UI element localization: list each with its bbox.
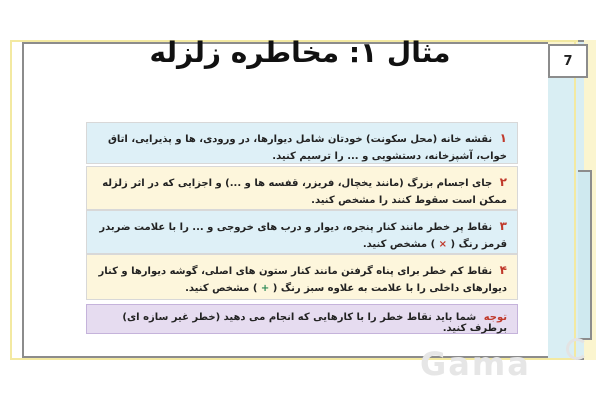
right-blue-band — [578, 170, 592, 340]
list-item-2 — [86, 166, 518, 210]
note-box — [86, 304, 518, 334]
list-item-4 — [86, 254, 518, 300]
item-text-after: ) مشخص کنید. — [362, 239, 436, 250]
red-cross-mark: × — [438, 239, 448, 250]
item-number: ۳ — [499, 219, 507, 233]
item-number: ۱ — [499, 131, 507, 145]
item-number: ۲ — [499, 175, 507, 189]
slide-title: مثال ۱: مخاطره زلزله — [149, 36, 451, 69]
watermark-ring-icon — [566, 338, 588, 360]
list-item-1 — [86, 122, 518, 164]
watermark-logo: Gama — [420, 345, 531, 383]
note-text: شما باید نقاط خطر را با کارهایی که انجام می دهید (خطر غیر سازه ای) برطرف کنید. — [122, 312, 507, 334]
item-text: جای اجسام بزرگ (مانند یخچال، فریزر، قفسه ها و ...) و اجزایی که در اثر زلزله ممکن است سقوط کنند را مشخص کنید. — [102, 178, 507, 206]
list-item-3 — [86, 210, 518, 254]
note-label: توجه — [483, 312, 507, 323]
item-number: ۴ — [499, 263, 507, 277]
page-number: 7 — [548, 44, 588, 78]
item-text-before: نقاط کم خطر برای پناه گرفتن مانند کنار ستون های اصلی، گوشه دیوارها و کنار دیوارهای داخلی را با علامت به علاوه سبز رنگ ( — [98, 266, 507, 294]
item-text-after: ) مشخص کنید. — [185, 283, 258, 294]
green-plus-mark: + — [260, 283, 270, 294]
item-text: نقشه خانه (محل سکونت) خودتان شامل دیوارها، در ورودی، ها و پذیرایی، اتاق خواب، آشپزخانه، دستشویی و ... را ترسیم کنید. — [107, 134, 507, 162]
item-text-before: نقاط پر خطر مانند کنار پنجره، دیوار و درب های خروجی و ... را با علامت ضربدر قرمز رنگ ( — [99, 222, 507, 250]
